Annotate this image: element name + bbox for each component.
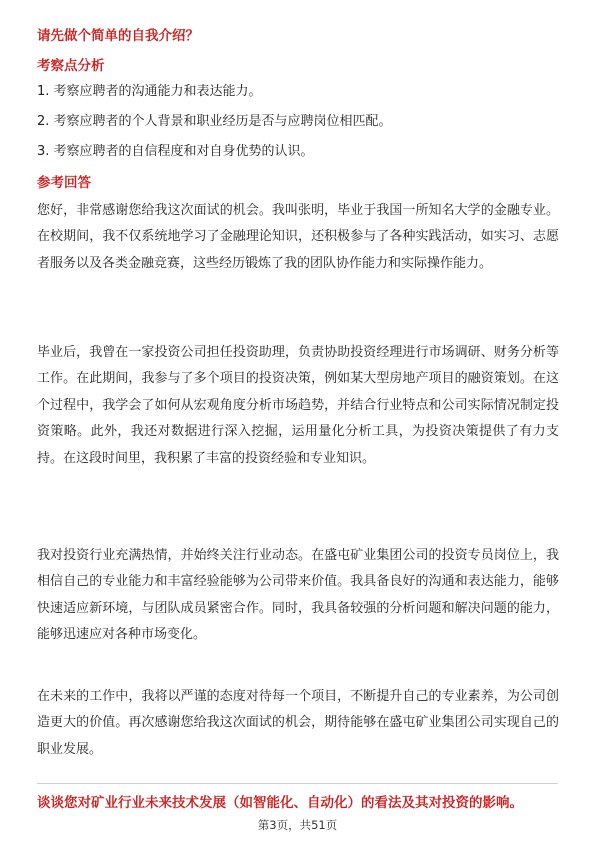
answer-paragraph-3: 我对投资行业充满热情，并始终关注行业动态。在盛屯矿业集团公司的投资专员岗位上，我相信自己的专业能力和丰富经验能够为公司带来价值。我具备良好的沟通和表达能力，能够快速适应新环境，与团队成员紧密合作。同时，我具备较强的分析问题和解决问题的能力，能够迅速应对各种市场变化。 <box>37 548 559 643</box>
analysis-point-2: 2. 考察应聘者的个人背景和职业经历是否与应聘岗位相匹配。 <box>37 114 392 129</box>
answer-paragraph-4: 在未来的工作中，我将以严谨的态度对待每一个项目，不断提升自己的专业素养，为公司创造更大的价值。再次感谢您给我这次面试的机会，期待能够在盛屯矿业集团公司实现自己的职业发展。 <box>37 689 559 757</box>
question-heading: 请先做个简单的自我介绍？ <box>37 28 199 44</box>
answer-paragraph-1: 您好，非常感谢您给我这次面试的机会。我叫张明，毕业于我国一所知名大学的金融专业。在校期间，我不仅系统地学习了金融理论知识，还积极参与了各种实践活动，如实习、志愿者服务以及各类金融竞赛，这些经历锻炼了我的团队协作能力和实际操作能力。 <box>37 203 559 271</box>
answer-section-title: 参考回答 <box>37 175 91 191</box>
next-question-heading: 谈谈您对矿业行业未来技术发展（如智能化、自动化）的看法及其对投资的影响。 <box>37 795 523 811</box>
page-number: 第3页，共51页 <box>257 818 338 832</box>
section-divider <box>37 783 558 784</box>
analysis-point-1: 1. 考察应聘者的沟通能力和表达能力。 <box>37 84 262 99</box>
analysis-point-3: 3. 考察应聘者的自信程度和对自身优势的认识。 <box>37 144 314 159</box>
answer-paragraph-2: 毕业后，我曾在一家投资公司担任投资助理，负责协助投资经理进行市场调研、财务分析等工作。在此期间，我参与了多个项目的投资决策，例如某大型房地产项目的融资策划。在这个过程中，我学会了如何从宏观角度分析市场趋势，并结合行业特点和公司实际情况制定投资策略。此外，我还对数据进行深入挖掘，运用量化分析工具，为投资决策提供了有力支持。在这段时间里，我积累了丰富的投资经验和专业知识。 <box>37 345 559 466</box>
analysis-section-title: 考察点分析 <box>37 58 105 74</box>
